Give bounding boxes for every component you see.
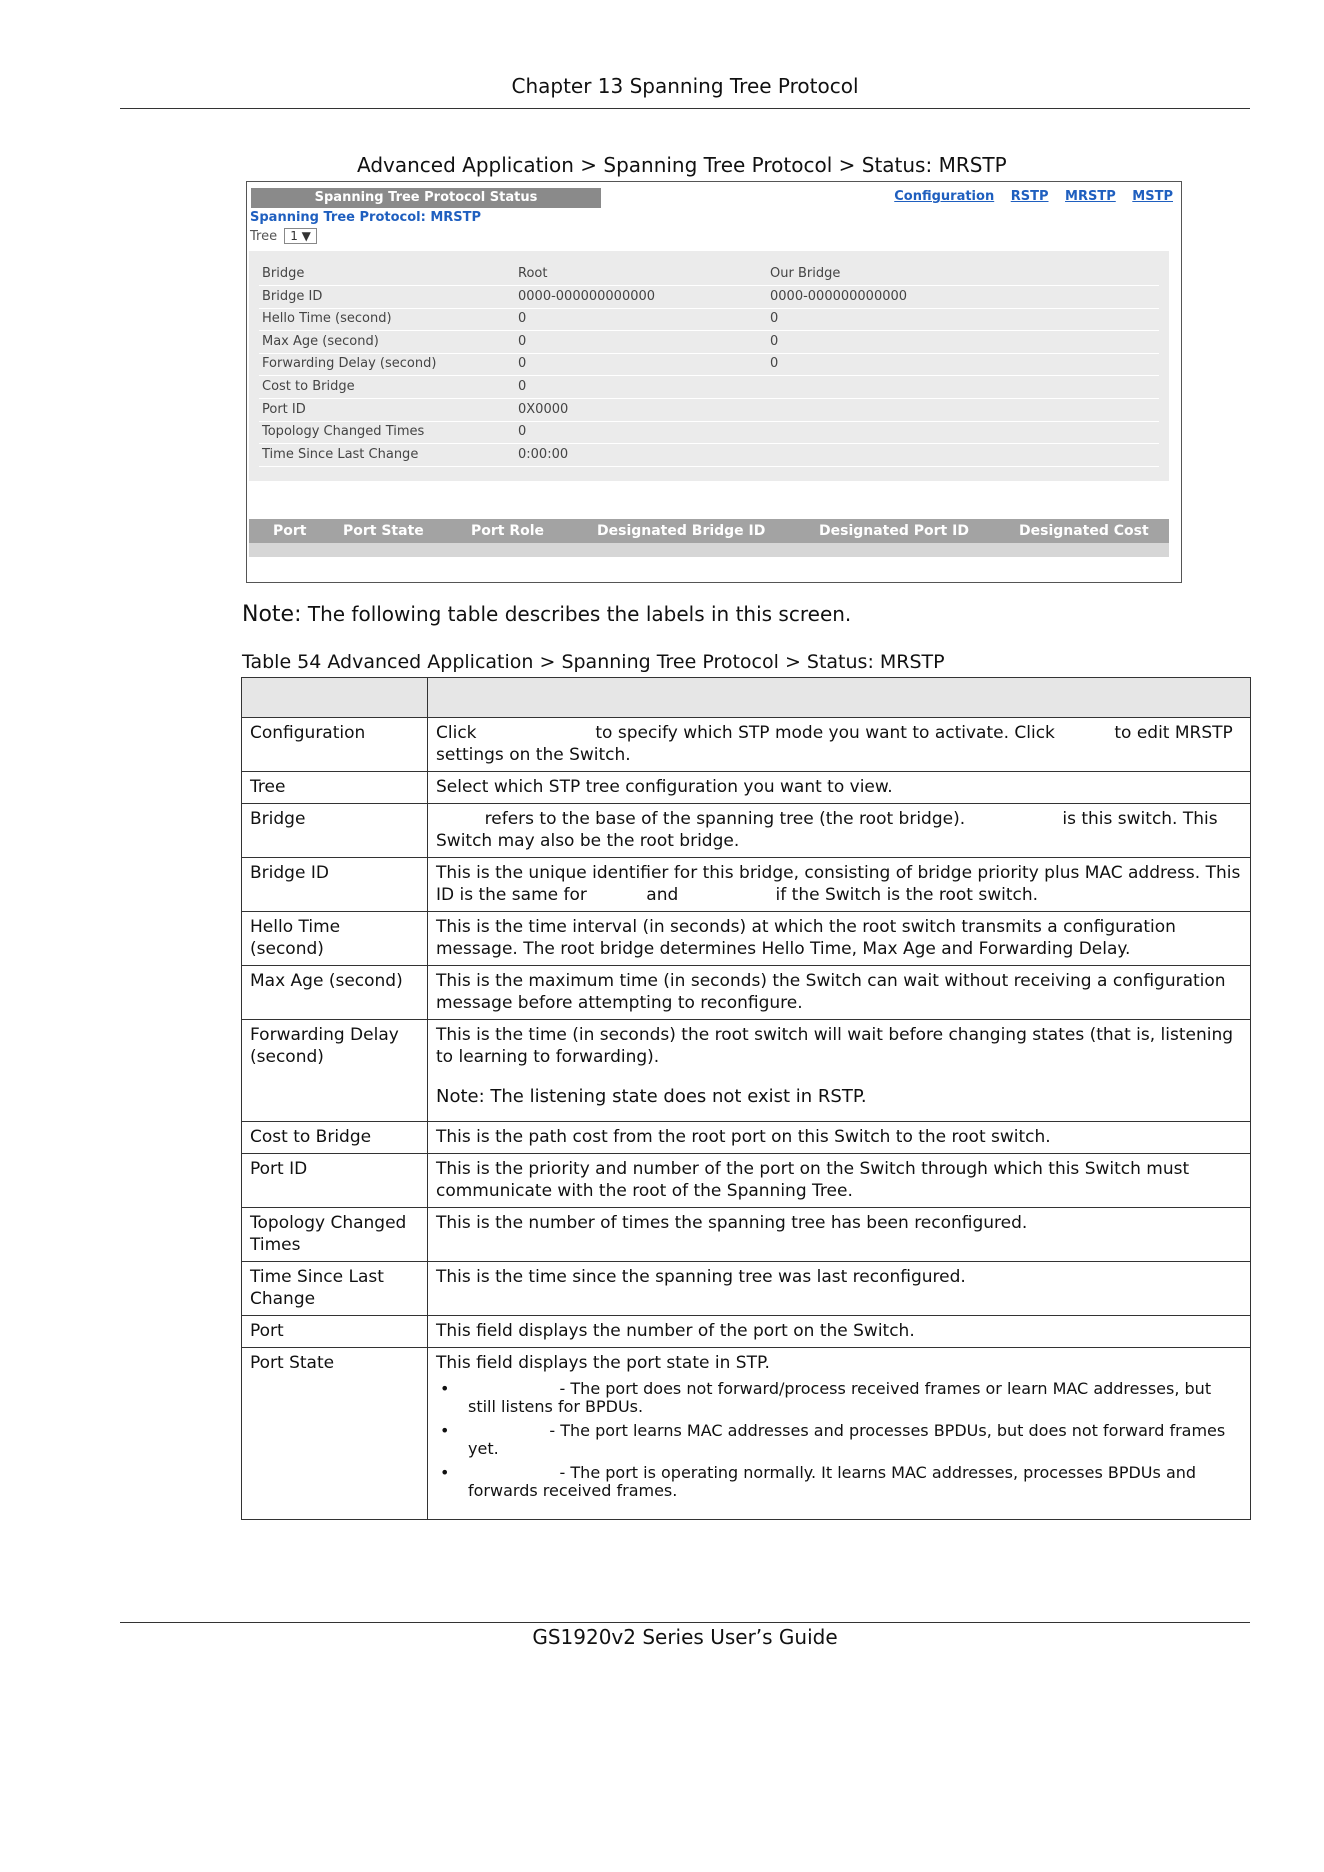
table-caption: Table 54 Advanced Application > Spanning Tree Protocol > Status: MRSTP — [242, 651, 945, 673]
table-row — [242, 1262, 1251, 1316]
root-value: 0 — [518, 424, 527, 440]
row-description: This is the time since the spanning tree was last reconfigured. — [436, 1267, 966, 1287]
rstp-link[interactable]: RSTP — [1010, 189, 1049, 204]
description-table — [241, 677, 1251, 1520]
row-description-cell — [428, 966, 1251, 1020]
row-description: This is the time interval (in seconds) at which the root switch transmits a configuration message. The root bridge determines Hello Time, Max Age and Forwarding Delay. — [436, 917, 1182, 959]
footer-rule — [120, 1622, 1250, 1623]
port-table-header — [249, 519, 1169, 543]
bridge-row — [259, 286, 1159, 309]
root-value: 0 — [518, 333, 527, 349]
table-row — [242, 1316, 1251, 1348]
row-description-cell — [428, 1208, 1251, 1262]
row-description: This is the number of times the spanning tree has been reconfigured. — [436, 1213, 1028, 1233]
our-bridge-value: 0 — [770, 356, 779, 372]
row-description-cell — [428, 1154, 1251, 1208]
protocol-label: Spanning Tree Protocol: MRSTP — [250, 210, 482, 225]
our-bridge-value: 0000-000000000000 — [770, 288, 908, 304]
row-description: This is the path cost from the root port on this Switch to the root switch. — [436, 1127, 1051, 1147]
bridge-row — [259, 263, 1159, 286]
row-label: Cost to Bridge — [242, 1122, 428, 1154]
mstp-link[interactable]: MSTP — [1132, 189, 1173, 204]
mrstp-link[interactable]: MRSTP — [1065, 189, 1116, 204]
row-description-cell — [428, 1020, 1251, 1122]
bridge-row — [259, 331, 1159, 354]
row-description-cell — [428, 1122, 1251, 1154]
note-text: The following table describes the labels in this screen. — [301, 602, 852, 626]
bridge-row — [259, 353, 1159, 376]
configuration-link[interactable]: Configuration — [894, 189, 995, 204]
bridge-row — [259, 376, 1159, 399]
row-description: This is the unique identifier for this bridge, consisting of bridge priority plus MAC address. This ID is the same for and if the Switch is the root switch. — [436, 863, 1246, 905]
row-label: Tree — [242, 772, 428, 804]
row-description: This field displays the number of the port on the Switch. — [436, 1321, 915, 1341]
port-state-bullet: • - The port is operating normally. It learns MAC addresses, processes BPDUs and forwards received frames. — [436, 1464, 1242, 1500]
row-label: Bridge ID — [242, 858, 428, 912]
tree-row — [250, 228, 317, 244]
col-port-role: Port Role — [471, 523, 545, 539]
col-port-state: Port State — [343, 523, 424, 539]
root-value: 0X0000 — [518, 401, 569, 417]
row-label: Max Age (second) — [242, 966, 428, 1020]
note — [242, 602, 851, 627]
row-description-cell — [428, 1348, 1251, 1520]
row-description: This is the time (in seconds) the root switch will wait before changing states (that is, listening to learning to forwarding). — [436, 1025, 1239, 1067]
row-label: Port — [242, 1316, 428, 1348]
tree-label: Tree — [250, 229, 278, 244]
row-description-cell — [428, 858, 1251, 912]
bridge-row — [259, 444, 1159, 467]
status-title: Spanning Tree Protocol Status — [251, 188, 601, 208]
port-state-bullet: • - The port learns MAC addresses and processes BPDUs, but does not forward frames yet. — [436, 1422, 1242, 1458]
row-description-cell — [428, 1316, 1251, 1348]
chapter-header — [120, 0, 1250, 109]
root-value: 0 — [518, 356, 527, 372]
row-description: Select which STP tree configuration you want to view. — [436, 777, 893, 797]
row-label: Hello Time (second) — [242, 912, 428, 966]
row-description: This is the priority and number of the port on the Switch through which this Switch must communicate with the root of the Spanning Tree. — [436, 1159, 1195, 1201]
row-label: Port ID — [242, 1154, 428, 1208]
tree-select[interactable]: 1 ▼ — [284, 228, 317, 244]
bridge-row-label: Forwarding Delay (second) — [262, 356, 437, 372]
table-row — [242, 804, 1251, 858]
col-designated-cost: Designated Cost — [1019, 523, 1149, 539]
row-note: Note: The listening state does not exist in RSTP. — [436, 1086, 867, 1107]
row-label: Configuration — [242, 718, 428, 772]
table-row — [242, 1208, 1251, 1262]
table-header-row — [242, 678, 1251, 718]
row-label: Time Since Last Change — [242, 1262, 428, 1316]
row-description-cell — [428, 804, 1251, 858]
mode-links — [882, 189, 1173, 204]
row-description: refers to the base of the spanning tree (the root bridge). is this switch. This Switch may also be the root bridge. — [436, 809, 1224, 851]
bridge-row — [259, 399, 1159, 422]
row-label: Topology Changed Times — [242, 1208, 428, 1262]
note-prefix: Note: — [242, 602, 302, 627]
our-bridge-value: 0 — [770, 333, 779, 349]
bridge-row — [259, 308, 1159, 331]
row-label: Port State — [242, 1348, 428, 1520]
figure-caption: Advanced Application > Spanning Tree Protocol > Status: MRSTP — [357, 153, 1007, 177]
table-row — [242, 1020, 1251, 1122]
bridge-table — [249, 251, 1169, 481]
bridge-row-label: Bridge — [262, 266, 305, 281]
port-table-body — [249, 543, 1169, 557]
row-label: Forwarding Delay (second) — [242, 1020, 428, 1122]
row-description-cell — [428, 718, 1251, 772]
chapter-title: Chapter 13 Spanning Tree Protocol — [511, 74, 859, 98]
col-designated-bridge-id: Designated Bridge ID — [597, 523, 766, 539]
footer-text: GS1920v2 Series User’s Guide — [532, 1625, 838, 1649]
bridge-row-label: Hello Time (second) — [262, 311, 392, 327]
bridge-row-label: Max Age (second) — [262, 333, 379, 349]
bridge-row-label: Topology Changed Times — [262, 424, 425, 440]
table-row — [242, 1122, 1251, 1154]
port-state-bullet: • - The port does not forward/process received frames or learn MAC addresses, but still listens for BPDUs. — [436, 1380, 1242, 1416]
row-description-cell — [428, 912, 1251, 966]
screenshot-frame — [246, 181, 1182, 583]
row-description-cell — [428, 772, 1251, 804]
bridge-row-label: Port ID — [262, 401, 306, 417]
table-row — [242, 1348, 1251, 1520]
table-row — [242, 966, 1251, 1020]
row-description: This is the maximum time (in seconds) the Switch can wait without receiving a configuration message before attempting to reconfigure. — [436, 971, 1231, 1013]
col-designated-port-id: Designated Port ID — [819, 523, 969, 539]
bridge-row — [259, 421, 1159, 444]
table-row — [242, 912, 1251, 966]
bridge-row-label: Time Since Last Change — [262, 446, 419, 462]
bridge-row-label: Bridge ID — [262, 288, 323, 304]
table-row — [242, 772, 1251, 804]
root-value: 0 — [518, 311, 527, 327]
table-row — [242, 858, 1251, 912]
bridge-row-label: Cost to Bridge — [262, 379, 355, 394]
table-row — [242, 1154, 1251, 1208]
row-description: This field displays the port state in STP. — [436, 1353, 770, 1373]
row-label: Bridge — [242, 804, 428, 858]
col-port: Port — [273, 523, 307, 539]
row-description-cell — [428, 1262, 1251, 1316]
root-value: Root — [518, 266, 548, 281]
row-description: Click to specify which STP mode you want to activate. Click to edit MRSTP settings on the Switch. — [436, 723, 1239, 765]
root-value: 0 — [518, 379, 527, 394]
root-value: 0000-000000000000 — [518, 288, 656, 304]
our-bridge-value: 0 — [770, 311, 779, 327]
our-bridge-value: Our Bridge — [770, 266, 841, 281]
table-row — [242, 718, 1251, 772]
root-value: 0:00:00 — [518, 446, 569, 462]
